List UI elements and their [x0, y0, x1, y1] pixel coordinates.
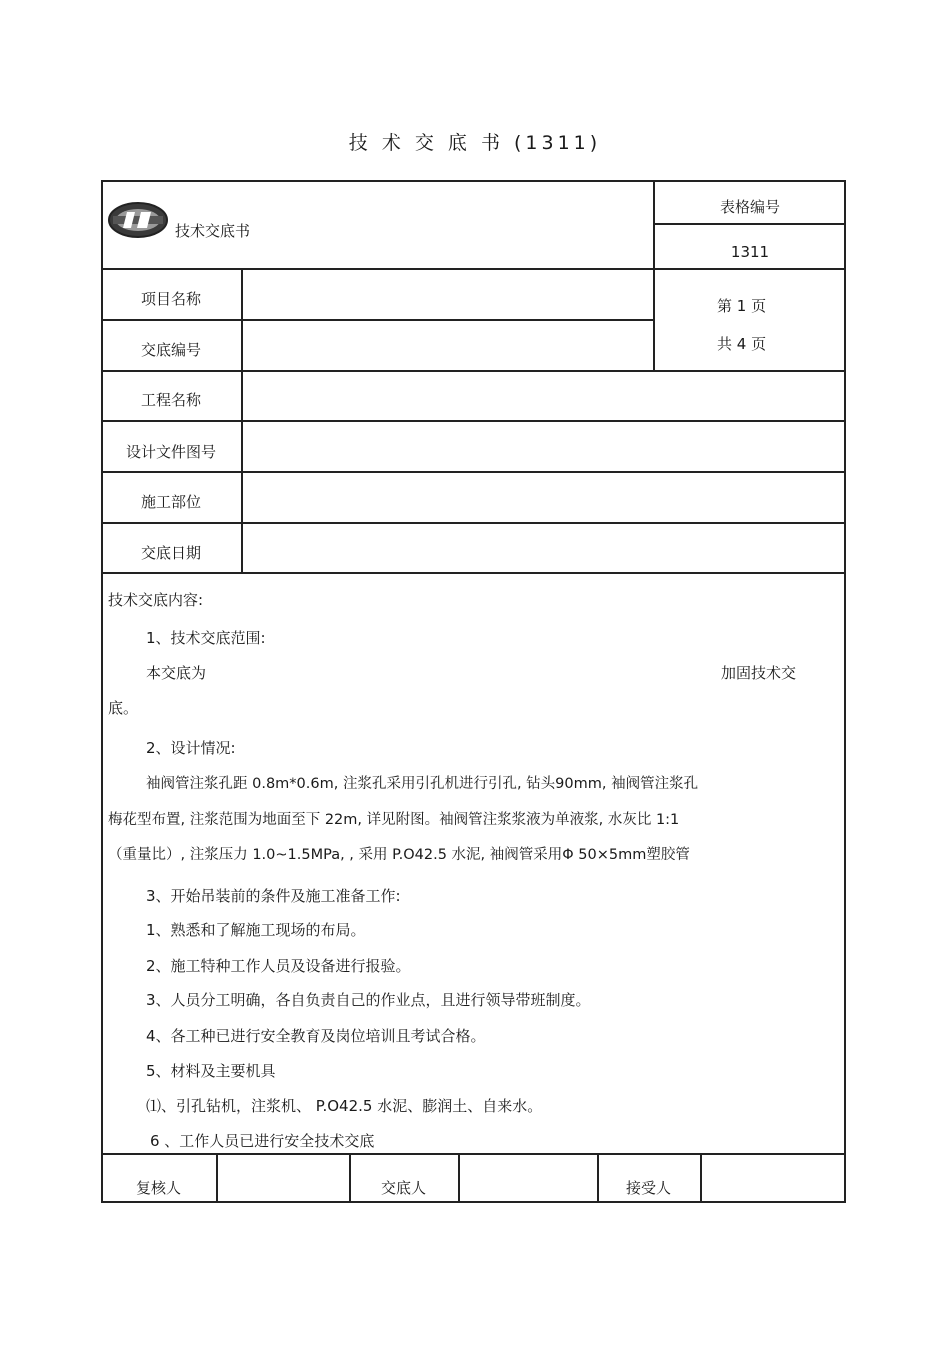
rule-bottom	[101, 1201, 846, 1203]
item-5-sub: ⑴、引孔钻机，注浆机、 P.O42.5 水泥、膨润土、自来水。	[146, 1097, 543, 1115]
rule-label-column	[241, 268, 243, 573]
form-name: 技术交底书	[175, 222, 251, 240]
rule-header-bottom	[101, 268, 846, 270]
rule-design	[101, 471, 846, 473]
section-1-text-c: 底。	[108, 699, 139, 717]
rule-part	[101, 522, 846, 524]
label-disclosure-no: 交底编号	[140, 341, 201, 359]
label-discloser: 交底人	[380, 1179, 426, 1197]
label-disclosure-date: 交底日期	[140, 544, 201, 562]
item-3: 3、人员分工明确，各自负责自己的作业点，且进行领导带班制度。	[146, 991, 591, 1009]
label-design-doc-no: 设计文件图号	[125, 443, 216, 461]
label-receiver: 接受人	[625, 1179, 671, 1197]
section-3-title: 3、开始吊装前的条件及施工准备工作:	[146, 887, 401, 905]
label-project-name: 项目名称	[140, 290, 201, 308]
form-number-value: 1311	[730, 243, 770, 261]
rule-disclosure-no	[101, 370, 846, 372]
content-heading: 技术交底内容:	[108, 591, 204, 609]
rule-engineering	[101, 420, 846, 422]
rule-footer-top	[101, 1153, 846, 1155]
rule-project	[101, 319, 655, 321]
item-4: 4、各工种已进行安全教育及岗位培训且考试合格。	[146, 1027, 486, 1045]
rule-form-no	[654, 223, 846, 225]
item-6: 6 、工作人员已进行安全技术交底	[150, 1132, 375, 1150]
item-5: 5、材料及主要机具	[146, 1062, 276, 1080]
rule-footer-5	[700, 1153, 702, 1203]
document-title: 技 术 交 底 书 (1311)	[348, 132, 602, 154]
company-logo	[107, 200, 169, 240]
rule-footer-3	[458, 1153, 460, 1203]
item-1: 1、熟悉和了解施工现场的布局。	[146, 921, 366, 939]
section-2-line-1: 袖阀管注浆孔距 0.8m*0.6m, 注浆孔采用引孔机进行引孔, 钻头90mm, 袖阀管注浆孔	[146, 776, 699, 792]
section-2-title: 2、设计情况:	[146, 739, 236, 757]
section-1-text-a: 本交底为	[146, 664, 207, 682]
label-reviewer: 复核人	[135, 1179, 181, 1197]
section-2-line-2: 梅花型布置, 注浆范围为地面至下 22m, 详见附图。袖阀管注浆浆液为单液浆, 水灰比 1:1	[108, 812, 680, 828]
section-1-text-b: 加固技术交	[721, 664, 797, 682]
form-number-label: 表格编号	[719, 198, 780, 216]
label-construction-part: 施工部位	[140, 493, 201, 511]
page-number: 第 1 页	[717, 297, 767, 315]
page-total: 共 4 页	[717, 335, 767, 353]
rule-footer-1	[216, 1153, 218, 1203]
rule-date	[101, 572, 846, 574]
section-2-line-3: （重量比）, 注浆压力 1.0~1.5MPa, , 采用 P.O42.5 水泥, 袖阀管采用Φ 50×5mm塑胶管	[108, 847, 690, 863]
disclosure-form-table	[101, 180, 846, 1203]
rule-right	[844, 180, 846, 1203]
rule-top	[101, 180, 846, 182]
rule-left	[101, 180, 103, 1203]
section-1-title: 1、技术交底范围:	[146, 629, 266, 647]
item-2: 2、施工特种工作人员及设备进行报验。	[146, 957, 411, 975]
label-engineering-name: 工程名称	[140, 391, 201, 409]
